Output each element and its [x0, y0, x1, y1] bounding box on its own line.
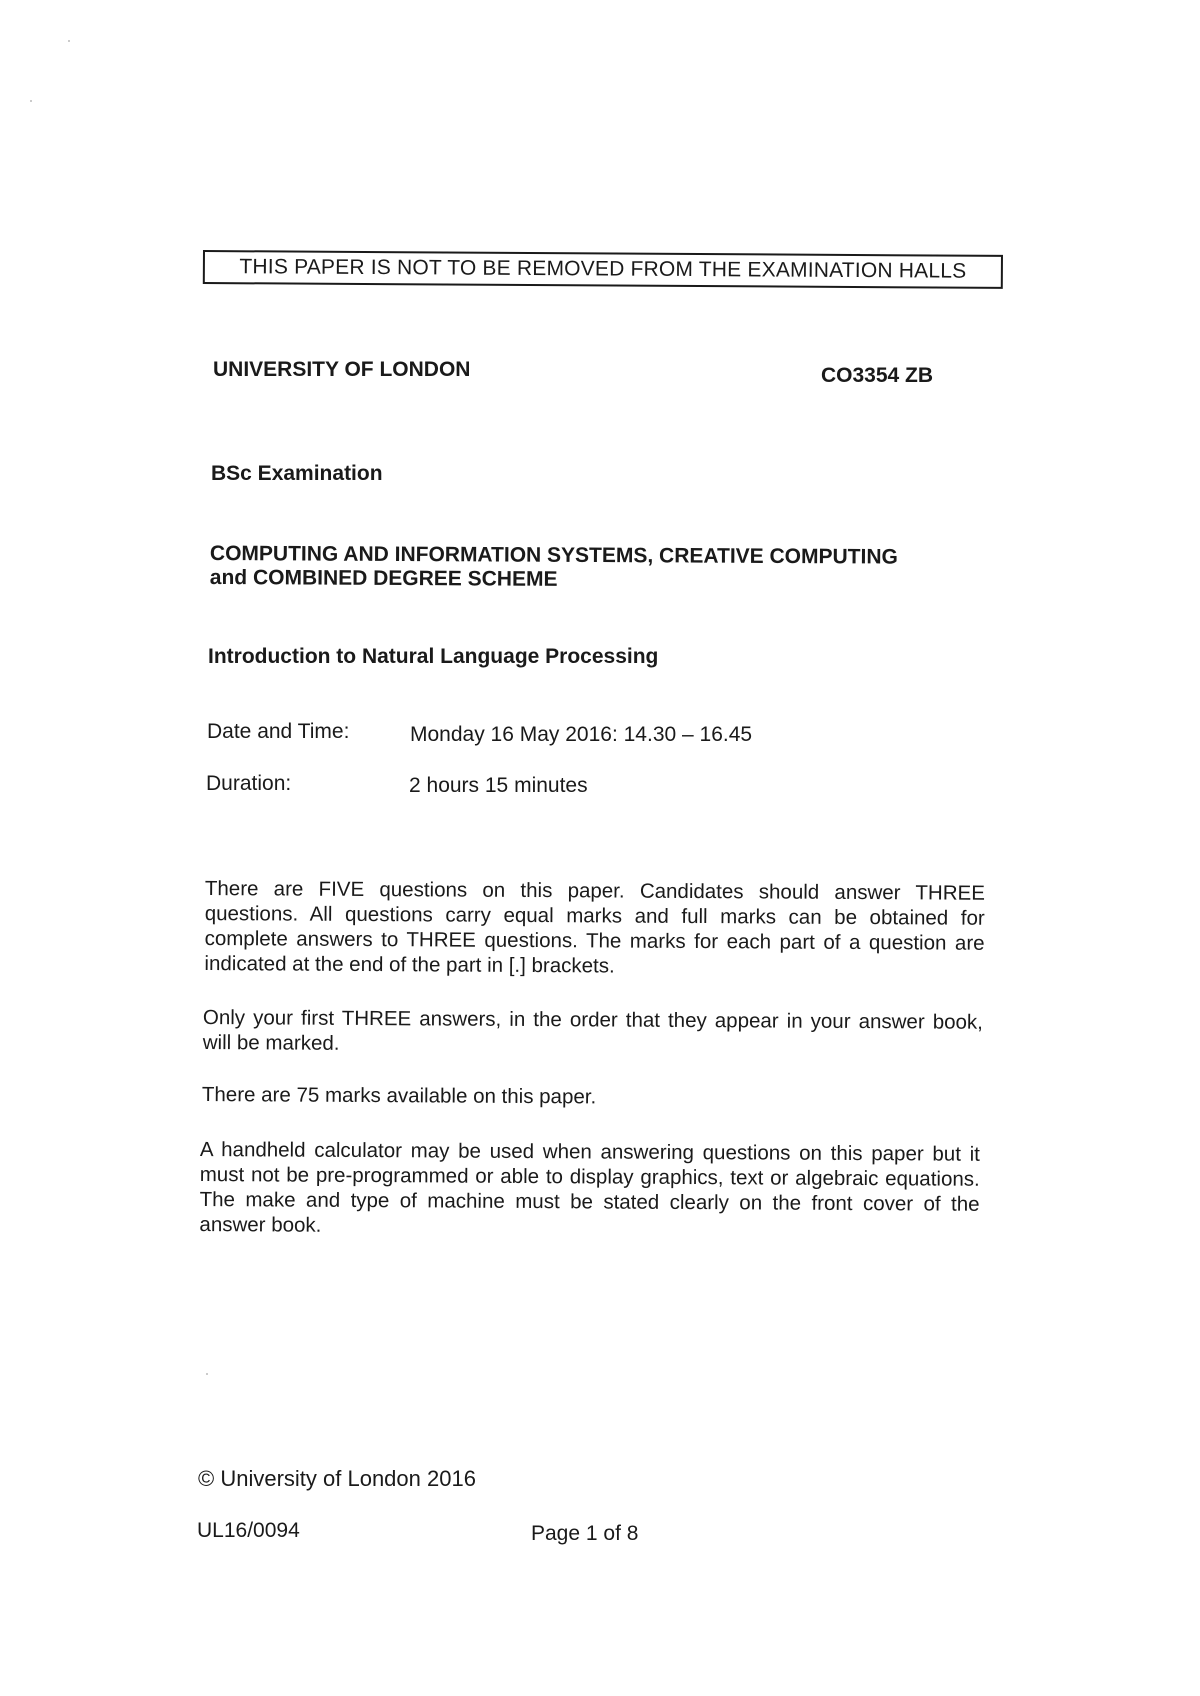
copyright-notice: © University of London 2016: [198, 1466, 476, 1491]
removal-notice-box: THIS PAPER IS NOT TO BE REMOVED FROM THE EXAMINATION HALLS: [203, 250, 1003, 289]
instruction-paragraph: A handheld calculator may be used when answering questions on this paper but it must not be pre-programmed or able to display graphics, text or algebraic equations. The make and type of machine must be stated clearly on the front cover of the answer book.: [199, 1138, 980, 1237]
document-reference: UL16/0094: [197, 1519, 300, 1542]
date-label: Date and Time:: [207, 720, 350, 743]
institution-name: UNIVERSITY OF LONDON: [213, 358, 471, 381]
duration-label: Duration:: [206, 772, 292, 795]
paper-code: CO3354 ZB: [821, 364, 934, 387]
degree-line: COMPUTING AND INFORMATION SYSTEMS, CREATIVE COMPUTING: [209, 542, 898, 569]
scan-speck: [30, 100, 32, 102]
instruction-paragraph: There are FIVE questions on this paper. Candidates should answer THREE questions. All questions carry equal marks and full marks can be obtained for complete answers to THREE questions. The marks for each part of a question are indicated at the end of the part in [.] brackets.: [204, 877, 985, 978]
date-value: Monday 16 May 2016: 14.30 – 16.45: [410, 723, 753, 746]
course-title: Introduction to Natural Language Processing: [208, 645, 659, 668]
degree-line: and COMBINED DEGREE SCHEME: [209, 565, 558, 591]
instruction-paragraph: There are 75 marks available on this paper.: [201, 1083, 597, 1109]
duration-value: 2 hours 15 minutes: [409, 774, 588, 797]
exam-type: BSc Examination: [211, 462, 383, 485]
scan-speck: [206, 1373, 208, 1375]
page-number: Page 1 of 8: [531, 1522, 639, 1545]
scan-speck: [68, 40, 70, 42]
degree-scheme: [210, 542, 898, 594]
instruction-paragraph: Only your first THREE answers, in the order that they appear in your answer book, will be marked.: [202, 1006, 983, 1055]
